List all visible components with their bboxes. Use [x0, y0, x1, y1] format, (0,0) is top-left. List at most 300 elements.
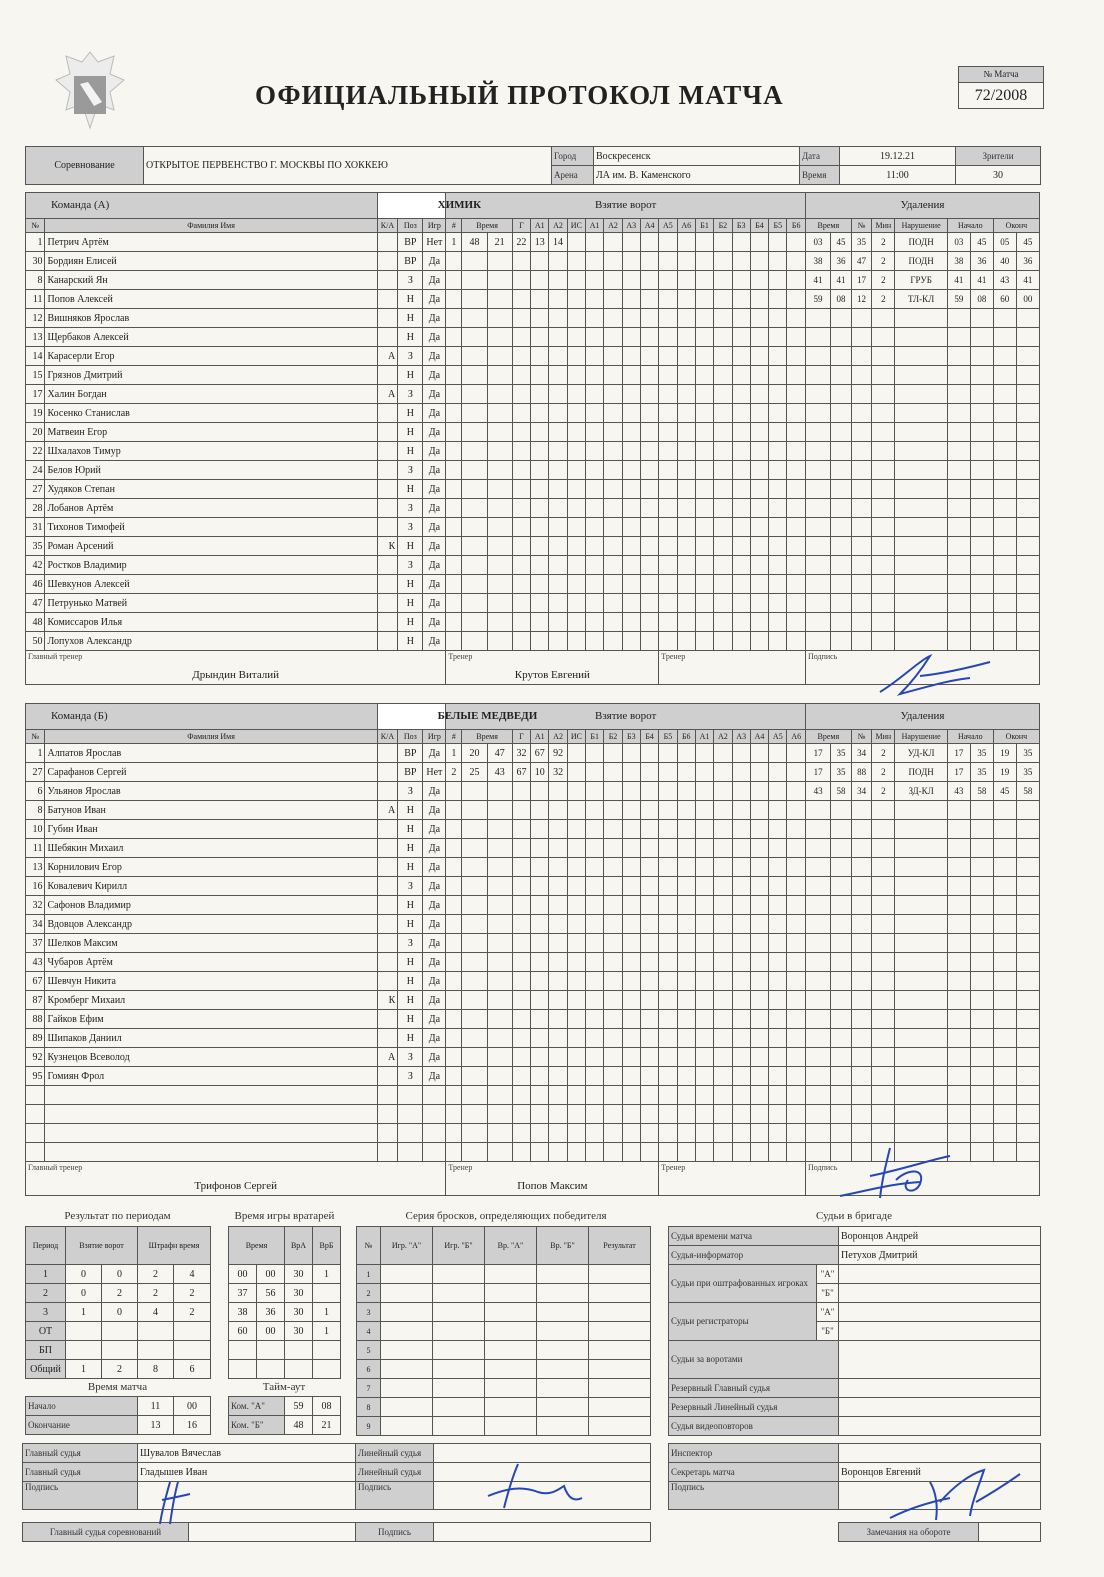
- shootout-cell: [589, 1398, 651, 1417]
- on-ice-cell: [677, 782, 695, 801]
- goal-col-0: #: [446, 219, 462, 233]
- on-ice-cell: [622, 1029, 640, 1048]
- player-played: Да: [423, 271, 446, 290]
- goal-assist-2: [549, 290, 567, 309]
- player-name: Лобанов Артём: [45, 499, 377, 518]
- penalty-ss: [970, 1086, 993, 1105]
- penalty-em: [993, 991, 1016, 1010]
- goal-number: [446, 915, 462, 934]
- player-name: Гайков Ефим: [45, 1010, 377, 1029]
- goal-assist-2: [549, 499, 567, 518]
- penalty-col-1: №: [851, 219, 872, 233]
- on-ice-cell: [695, 271, 713, 290]
- on-ice-cell: [604, 896, 622, 915]
- penalty-es: [1016, 575, 1039, 594]
- on-ice-cell: [604, 877, 622, 896]
- shootout-cell: [589, 1379, 651, 1398]
- on-ice-cell: [750, 915, 768, 934]
- on-ice-cell: [677, 839, 695, 858]
- penalty-es: [1016, 934, 1039, 953]
- player-captain: [377, 499, 398, 518]
- team-b-table: [25, 703, 1040, 1196]
- on-ice-cell: [640, 763, 658, 782]
- goal-minute: [462, 934, 487, 953]
- on-ice-cell: [640, 744, 658, 763]
- goal-scorer: [512, 839, 530, 858]
- pim-team-b: [174, 1322, 211, 1341]
- player-number: 95: [26, 1067, 45, 1086]
- player-position: З: [398, 271, 423, 290]
- on-ice-cell: [769, 1067, 787, 1086]
- goal-minute: 20: [462, 744, 487, 763]
- player-name: Косенко Станислав: [45, 404, 377, 423]
- goal-second: [487, 271, 512, 290]
- goal-number: [446, 385, 462, 404]
- on-ice-cell: [714, 442, 732, 461]
- penalty-type: ТЛ-КЛ: [895, 290, 948, 309]
- on-ice-cell: [714, 839, 732, 858]
- on-ice-cell: [787, 1086, 806, 1105]
- on-ice-cell: [604, 309, 622, 328]
- penalty-es: 36: [1016, 252, 1039, 271]
- penalty-no: [851, 423, 872, 442]
- penalty-no: [851, 537, 872, 556]
- player-position: Н: [398, 991, 423, 1010]
- goal-assist-2: [549, 328, 567, 347]
- penalty-col-2: Мин: [872, 730, 895, 744]
- penalty-tm: [805, 442, 830, 461]
- on-ice-cell: [769, 1143, 787, 1162]
- player-name: Сарафанов Сергей: [45, 763, 377, 782]
- on-ice-cell: [604, 366, 622, 385]
- on-ice-cell: [622, 613, 640, 632]
- goal-number: [446, 575, 462, 594]
- on-ice-cell: [604, 461, 622, 480]
- goal-scorer: [512, 442, 530, 461]
- penalty-type: [895, 613, 948, 632]
- on-ice-cell: [640, 1105, 658, 1124]
- player-row: [26, 328, 1040, 347]
- penalty-es: [1016, 858, 1039, 877]
- goal-second: [487, 801, 512, 820]
- goal-number: [446, 1010, 462, 1029]
- player-number: 12: [26, 309, 45, 328]
- shootout-cell: [589, 1417, 651, 1436]
- on-ice-cell: [732, 518, 750, 537]
- shootout-number: 9: [357, 1417, 381, 1436]
- penalty-sm: [947, 385, 970, 404]
- shootout-cell: [485, 1398, 537, 1417]
- goal-second: [487, 328, 512, 347]
- goal-second: [487, 820, 512, 839]
- period-name: 2: [26, 1284, 66, 1303]
- penalty-type: [895, 953, 948, 972]
- on-ice-cell: [769, 782, 787, 801]
- player-captain: [377, 423, 398, 442]
- on-ice-cell: [714, 537, 732, 556]
- penalty-type: ЗД-КЛ: [895, 782, 948, 801]
- shootout-number: 7: [357, 1379, 381, 1398]
- on-ice-cell: [732, 271, 750, 290]
- penalty-tm: [805, 556, 830, 575]
- goal-assist-1: [531, 480, 549, 499]
- end-minute: 16: [174, 1416, 211, 1435]
- on-ice-cell: [586, 385, 604, 404]
- goal-assist-1: [531, 1010, 549, 1029]
- penalty-ss: 08: [970, 290, 993, 309]
- goal-assist-1: [531, 328, 549, 347]
- referee-role: Резервный Линейный судья: [669, 1398, 839, 1417]
- on-ice-cell: [750, 290, 768, 309]
- on-ice-cell: [714, 820, 732, 839]
- goal-scorer: [512, 290, 530, 309]
- goal-minute: [462, 820, 487, 839]
- player-captain: [377, 613, 398, 632]
- penalty-col-2: Мин: [872, 219, 895, 233]
- on-ice-cell: [640, 896, 658, 915]
- penalty-type: ГРУБ: [895, 271, 948, 290]
- on-ice-cell: [787, 328, 806, 347]
- penalty-ts: [831, 613, 852, 632]
- goals-team-a: [66, 1341, 102, 1360]
- penalty-ss: [970, 518, 993, 537]
- on-ice-cell: [750, 252, 768, 271]
- penalty-type: [895, 1048, 948, 1067]
- penalty-es: [1016, 499, 1039, 518]
- on-ice-cell: [714, 1029, 732, 1048]
- goal-second: [487, 290, 512, 309]
- goal-assist-2: [549, 1067, 567, 1086]
- on-ice-cell: [750, 839, 768, 858]
- on-ice-cell: [567, 233, 585, 252]
- player-captain: [377, 594, 398, 613]
- on-ice-cell: [604, 537, 622, 556]
- player-number: 43: [26, 953, 45, 972]
- goal-assist-2: [549, 1124, 567, 1143]
- player-position: З: [398, 556, 423, 575]
- period-row: [26, 1360, 211, 1379]
- shootout-row: [357, 1265, 651, 1284]
- on-ice-cell: [695, 1010, 713, 1029]
- player-played: Нет: [423, 763, 446, 782]
- on-ice-cell: [750, 1143, 768, 1162]
- player-played: Да: [423, 934, 446, 953]
- goal-col-15: Б4: [750, 219, 768, 233]
- penalty-no: 88: [851, 763, 872, 782]
- goalie-row: [229, 1322, 341, 1341]
- penalty-col-1: №: [851, 730, 872, 744]
- on-ice-cell: [604, 499, 622, 518]
- penalty-type: [895, 1067, 948, 1086]
- penalty-min: [872, 480, 895, 499]
- penalty-time-col: Штрафн время: [138, 1227, 211, 1265]
- on-ice-cell: [714, 290, 732, 309]
- player-played: Да: [423, 442, 446, 461]
- penalty-em: [993, 915, 1016, 934]
- goal-assist-2: [549, 1143, 567, 1162]
- on-ice-cell: [787, 1048, 806, 1067]
- penalty-em: [993, 366, 1016, 385]
- penalty-es: [1016, 404, 1039, 423]
- on-ice-cell: [769, 632, 787, 651]
- penalty-ts: [831, 518, 852, 537]
- on-ice-cell: [567, 1086, 585, 1105]
- penalty-ss: 35: [970, 744, 993, 763]
- team-label: Команда (А): [26, 193, 378, 219]
- player-row: [26, 347, 1040, 366]
- penalty-ss: [970, 1048, 993, 1067]
- player-played: Да: [423, 499, 446, 518]
- on-ice-cell: [750, 744, 768, 763]
- goalie-minute: 60: [229, 1322, 257, 1341]
- penalty-sm: [947, 991, 970, 1010]
- on-ice-cell: [714, 309, 732, 328]
- penalty-type: [895, 347, 948, 366]
- player-position: [398, 1124, 423, 1143]
- on-ice-cell: [604, 404, 622, 423]
- on-ice-cell: [769, 1048, 787, 1067]
- player-captain: [377, 1124, 398, 1143]
- goal-second: [487, 991, 512, 1010]
- player-played: Да: [423, 1048, 446, 1067]
- on-ice-cell: [586, 1010, 604, 1029]
- on-ice-cell: [787, 385, 806, 404]
- on-ice-cell: [622, 594, 640, 613]
- on-ice-cell: [586, 934, 604, 953]
- goal-minute: [462, 271, 487, 290]
- on-ice-cell: [787, 991, 806, 1010]
- on-ice-cell: [604, 820, 622, 839]
- goal-assist-2: [549, 385, 567, 404]
- on-ice-cell: [769, 877, 787, 896]
- player-played: Нет: [423, 233, 446, 252]
- player-row: [26, 290, 1040, 309]
- on-ice-cell: [567, 1010, 585, 1029]
- penalty-sm: [947, 801, 970, 820]
- player-number: 24: [26, 461, 45, 480]
- goal-minute: [462, 1010, 487, 1029]
- on-ice-cell: [732, 1067, 750, 1086]
- goal-number: [446, 537, 462, 556]
- on-ice-cell: [695, 858, 713, 877]
- penalty-ss: [970, 953, 993, 972]
- penalty-tm: [805, 385, 830, 404]
- pim-team-b: 6: [174, 1360, 211, 1379]
- on-ice-cell: [677, 442, 695, 461]
- coach-2-cell: [659, 1162, 806, 1196]
- goal-minute: [462, 1048, 487, 1067]
- goal-assist-1: [531, 366, 549, 385]
- on-ice-cell: [567, 252, 585, 271]
- goal-second: [487, 347, 512, 366]
- coach-name: Крутов Евгений: [514, 669, 590, 681]
- goal-minute: 25: [462, 763, 487, 782]
- on-ice-cell: [640, 271, 658, 290]
- goal-minute: [462, 1105, 487, 1124]
- player-name: Лопухов Александр: [45, 632, 377, 651]
- on-ice-cell: [659, 858, 677, 877]
- goal-second: [487, 915, 512, 934]
- on-ice-cell: [769, 594, 787, 613]
- on-ice-cell: [567, 347, 585, 366]
- referee-name: Петухов Дмитрий: [839, 1246, 1041, 1265]
- competition-name: ОТКРЫТОЕ ПЕРВЕНСТВО Г. МОСКВЫ ПО ХОККЕЮ: [144, 147, 552, 185]
- on-ice-cell: [586, 1124, 604, 1143]
- penalty-no: [851, 1105, 872, 1124]
- shootout-cell: [485, 1341, 537, 1360]
- on-ice-cell: [695, 328, 713, 347]
- penalty-ss: [970, 442, 993, 461]
- player-captain: [377, 744, 398, 763]
- goal-scorer: [512, 1029, 530, 1048]
- on-ice-cell: [750, 934, 768, 953]
- on-ice-cell: [640, 328, 658, 347]
- on-ice-cell: [622, 366, 640, 385]
- penalty-em: [993, 480, 1016, 499]
- on-ice-cell: [622, 290, 640, 309]
- on-ice-cell: [732, 1086, 750, 1105]
- on-ice-cell: [659, 385, 677, 404]
- on-ice-cell: [640, 233, 658, 252]
- on-ice-cell: [622, 423, 640, 442]
- on-ice-cell: [659, 594, 677, 613]
- arena-label: Арена: [552, 166, 594, 185]
- on-ice-cell: [640, 1010, 658, 1029]
- on-ice-cell: [659, 1067, 677, 1086]
- on-ice-cell: [732, 461, 750, 480]
- on-ice-cell: [567, 480, 585, 499]
- player-number: 16: [26, 877, 45, 896]
- on-ice-cell: [732, 953, 750, 972]
- on-ice-cell: [787, 1029, 806, 1048]
- city-label: Город: [552, 147, 594, 166]
- head-coach-label: Главный тренер: [28, 652, 83, 661]
- player-number: 48: [26, 613, 45, 632]
- penalty-es: [1016, 915, 1039, 934]
- on-ice-cell: [769, 896, 787, 915]
- on-ice-cell: [695, 896, 713, 915]
- penalty-em: [993, 499, 1016, 518]
- on-ice-cell: [769, 233, 787, 252]
- on-ice-cell: [567, 953, 585, 972]
- player-captain: [377, 309, 398, 328]
- player-captain: [377, 1105, 398, 1124]
- shootout-number: 2: [357, 1284, 381, 1303]
- on-ice-cell: [714, 1048, 732, 1067]
- shootout-cell: [433, 1379, 485, 1398]
- penalty-tm: [805, 632, 830, 651]
- penalty-sm: [947, 632, 970, 651]
- penalty-col-3: Нарушение: [895, 730, 948, 744]
- penalty-sm: 17: [947, 763, 970, 782]
- penalty-min: [872, 328, 895, 347]
- shootout-number: 8: [357, 1398, 381, 1417]
- on-ice-cell: [677, 858, 695, 877]
- goal-second: [487, 309, 512, 328]
- player-played: Да: [423, 991, 446, 1010]
- on-ice-cell: [677, 1105, 695, 1124]
- player-captain: [377, 763, 398, 782]
- on-ice-cell: [622, 972, 640, 991]
- player-row: [26, 858, 1040, 877]
- on-ice-cell: [659, 537, 677, 556]
- penalty-em: 40: [993, 252, 1016, 271]
- period-row: [26, 1341, 211, 1360]
- player-played: [423, 1143, 446, 1162]
- shootout-cell: [485, 1303, 537, 1322]
- goals-team-b: [102, 1322, 138, 1341]
- on-ice-cell: [677, 1143, 695, 1162]
- goal-assist-2: [549, 632, 567, 651]
- player-number: [26, 1143, 45, 1162]
- goal-col-7: А2: [604, 219, 622, 233]
- on-ice-cell: [750, 613, 768, 632]
- penalty-min: [872, 594, 895, 613]
- referee-name: [839, 1379, 1041, 1398]
- goalie-b: [313, 1360, 341, 1379]
- on-ice-cell: [732, 934, 750, 953]
- player-position: З: [398, 385, 423, 404]
- on-ice-cell: [567, 915, 585, 934]
- player-row: [26, 820, 1040, 839]
- on-ice-cell: [659, 461, 677, 480]
- period-row: [26, 1322, 211, 1341]
- player-row: [26, 632, 1040, 651]
- on-ice-cell: [787, 915, 806, 934]
- goal-second: [487, 480, 512, 499]
- player-row: [26, 556, 1040, 575]
- penalty-em: [993, 404, 1016, 423]
- player-name: Петрунько Матвей: [45, 594, 377, 613]
- period-col: Период: [26, 1227, 66, 1265]
- player-name: Сафонов Владимир: [45, 896, 377, 915]
- on-ice-cell: [604, 1124, 622, 1143]
- penalty-em: [993, 953, 1016, 972]
- penalty-min: [872, 1010, 895, 1029]
- team-b-block: [25, 703, 1040, 1203]
- goal-assist-1: [531, 556, 549, 575]
- on-ice-cell: [622, 442, 640, 461]
- league-logo: [52, 48, 128, 134]
- player-captain: [377, 972, 398, 991]
- on-ice-cell: [714, 991, 732, 1010]
- player-captain: [377, 839, 398, 858]
- penalty-es: [1016, 877, 1039, 896]
- goalie-second: 56: [257, 1284, 285, 1303]
- goalie-a: [285, 1360, 313, 1379]
- penalty-no: [851, 480, 872, 499]
- on-ice-cell: [604, 858, 622, 877]
- on-ice-cell: [567, 499, 585, 518]
- penalty-es: [1016, 1029, 1039, 1048]
- goal-assist-2: [549, 1105, 567, 1124]
- goal-col-10: А5: [659, 219, 677, 233]
- shootout-col-3: Вр. "А": [485, 1227, 537, 1265]
- shootout-cell: [485, 1284, 537, 1303]
- on-ice-cell: [695, 233, 713, 252]
- player-played: Да: [423, 385, 446, 404]
- referee-name: [839, 1303, 1041, 1322]
- penalty-es: [1016, 1086, 1039, 1105]
- on-ice-cell: [677, 328, 695, 347]
- goal-col-0: #: [446, 730, 462, 744]
- player-played: Да: [423, 366, 446, 385]
- on-ice-cell: [677, 763, 695, 782]
- team-signature-label: Подпись: [807, 1163, 838, 1172]
- on-ice-cell: [659, 1010, 677, 1029]
- goal-second: [487, 1124, 512, 1143]
- on-ice-cell: [567, 763, 585, 782]
